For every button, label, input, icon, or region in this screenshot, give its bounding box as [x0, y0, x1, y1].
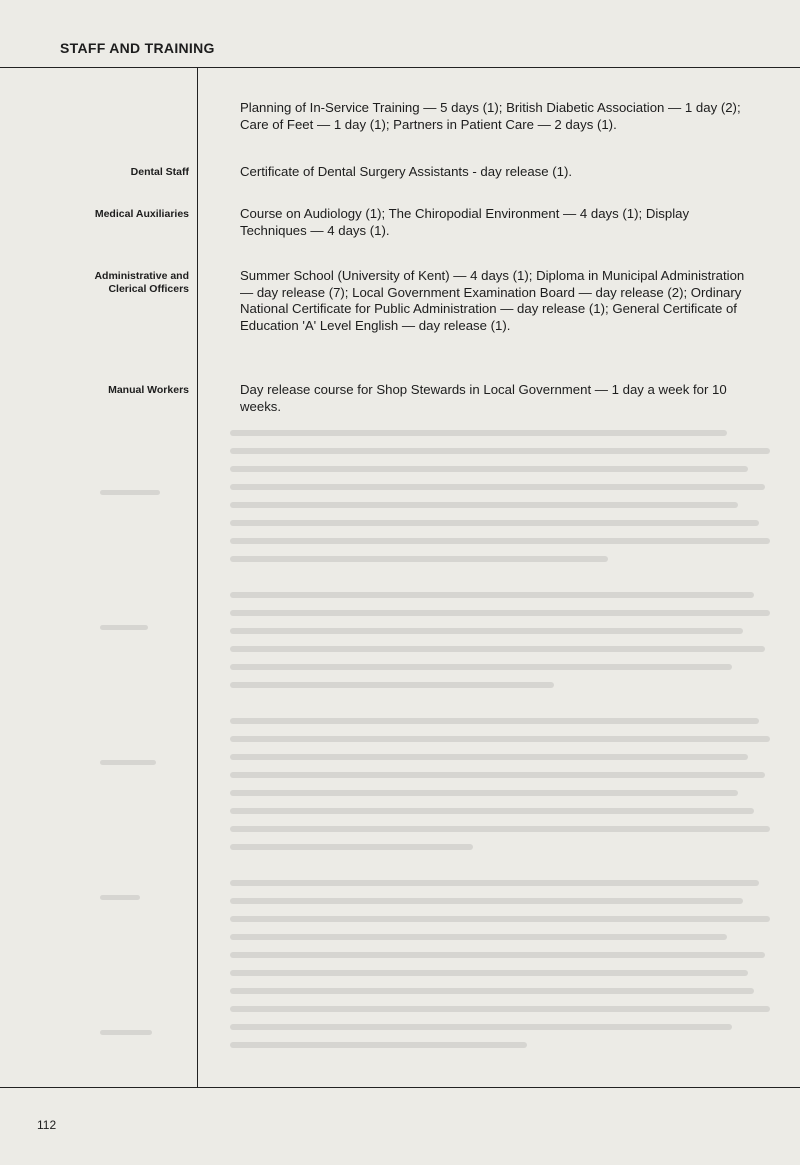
- top-rule: [0, 67, 800, 68]
- entry-text: Day release course for Shop Stewards in Local Government — 1 day a week for 10 weeks.: [240, 382, 727, 414]
- page-number: 112: [37, 1118, 57, 1132]
- entry-text: Course on Audiology (1); The Chiropodial Environment — 4 days (1); Display Techniques — 4 days (1).: [240, 206, 690, 238]
- category-label: Dental Staff: [130, 166, 189, 178]
- category-label: Medical Auxiliaries: [94, 208, 189, 220]
- category-label: Manual Workers: [108, 384, 189, 396]
- page-header: STAFF AND TRAINING: [60, 40, 215, 56]
- column-divider: [197, 67, 198, 1087]
- category-label: Administrative and Clerical Officers: [94, 270, 189, 295]
- show-through-labels: [100, 490, 180, 1165]
- entry-text: Certificate of Dental Surgery Assistants - day release (1).: [240, 164, 573, 179]
- entry-text: Planning of In-Service Training — 5 days (1); British Diabetic Association — 1 day (2); Care of Feet — 1 day (1); Partners in Patient Care — 2 days (1).: [240, 100, 741, 132]
- show-through-text: [230, 430, 770, 1070]
- entry-text: Summer School (University of Kent) — 4 days (1); Diploma in Municipal Administration — day release (7); Local Government Examination Board — day release (2); Ordinary National Certificate for Public Administration — day release (1); General Certificate of Education 'A' Level English — day release (1).: [240, 268, 745, 333]
